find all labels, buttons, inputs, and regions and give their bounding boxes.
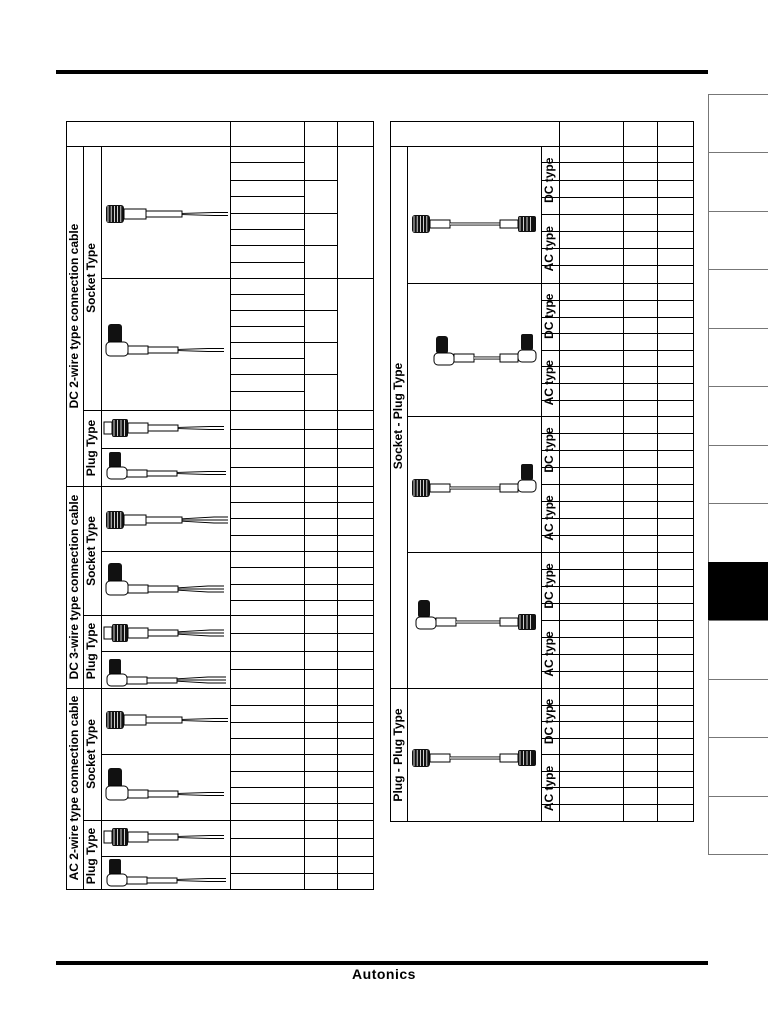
brand-logo-text: Autonics bbox=[352, 966, 416, 982]
index-tab[interactable] bbox=[708, 737, 768, 795]
index-tab-bottom-edge bbox=[708, 854, 768, 855]
ac-type-label: AC type bbox=[542, 226, 557, 272]
ac-2wire-group-label: AC 2-wire type connection cable bbox=[67, 695, 82, 881]
dc-3wire-group-label: DC 3-wire type connection cable bbox=[67, 494, 82, 680]
socket-plug-cable-icon bbox=[412, 464, 536, 497]
section-index-tabs bbox=[708, 94, 768, 854]
plug-type-label: Plug Type bbox=[84, 622, 99, 680]
index-tab[interactable] bbox=[708, 679, 768, 737]
index-tab[interactable] bbox=[708, 328, 768, 386]
dc-type-label: DC type bbox=[542, 157, 557, 203]
socket-type-label: Socket Type bbox=[84, 719, 99, 789]
index-tab[interactable] bbox=[708, 94, 768, 152]
dc-type-label: DC type bbox=[542, 293, 557, 339]
plug-plug-cable-icon bbox=[412, 749, 536, 767]
plug-type-label: Plug Type bbox=[84, 827, 99, 885]
index-tab[interactable] bbox=[708, 503, 768, 561]
dc-type-label: DC type bbox=[542, 427, 557, 473]
dc-2wire-group-label: DC 2-wire type connection cable bbox=[67, 223, 82, 409]
index-tab[interactable] bbox=[708, 620, 768, 678]
socket-plug-cable-icon bbox=[434, 334, 536, 365]
plug-plug-group-label: Plug - Plug Type bbox=[391, 708, 406, 802]
socket-plug-group-label: Socket - Plug Type bbox=[391, 362, 406, 470]
dc-type-label: DC type bbox=[542, 563, 557, 609]
ac-type-label: AC type bbox=[542, 765, 557, 812]
index-tab[interactable] bbox=[708, 211, 768, 269]
ac-type-label: AC type bbox=[542, 631, 557, 677]
index-tab[interactable] bbox=[708, 445, 768, 503]
plug-type-label: Plug Type bbox=[84, 419, 99, 477]
socket-type-label: Socket Type bbox=[84, 516, 99, 586]
index-tab-active[interactable] bbox=[708, 562, 768, 620]
dc-type-label: DC type bbox=[542, 698, 557, 745]
index-tab[interactable] bbox=[708, 386, 768, 444]
bottom-rule bbox=[56, 961, 708, 965]
index-tab[interactable] bbox=[708, 269, 768, 327]
ac-type-label: AC type bbox=[542, 360, 557, 406]
socket-type-label: Socket Type bbox=[84, 243, 99, 313]
socket-plug-cable-icon bbox=[412, 215, 536, 233]
socket-plug-cable-icon bbox=[416, 600, 536, 630]
index-tab[interactable] bbox=[708, 152, 768, 210]
index-tab[interactable] bbox=[708, 796, 768, 854]
ac-type-label: AC type bbox=[542, 495, 557, 541]
